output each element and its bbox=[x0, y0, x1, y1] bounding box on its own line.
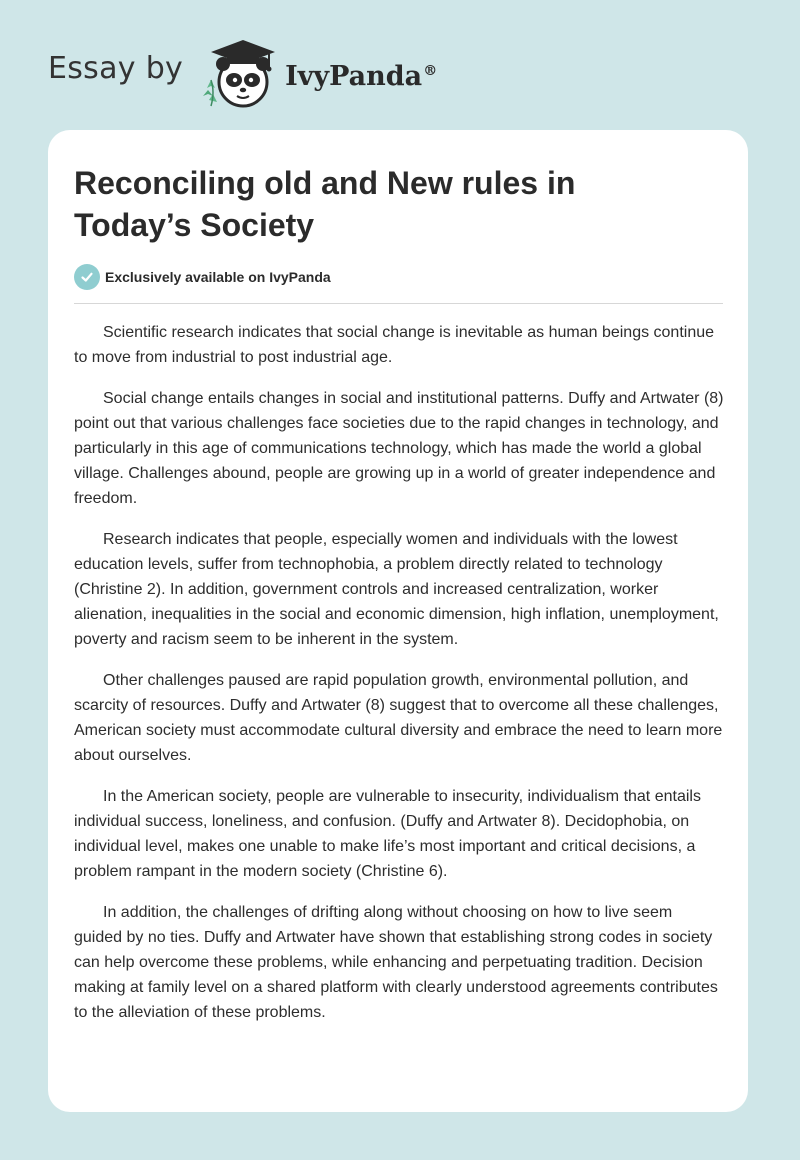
essay-by-label: Essay by bbox=[48, 50, 184, 86]
paragraph: Scientific research indicates that social change is inevitable as human beings continue to move from industrial to post industrial age. bbox=[74, 324, 715, 366]
panda-graduate-logo-icon bbox=[197, 36, 281, 112]
check-circle-icon bbox=[74, 264, 100, 290]
paragraph: Social change entails changes in social and institutional patterns. Duffy and Artwater (8) point out that various challenges face societies due to the rapid changes in technology, and particularly in this age of communications technology, which has made the world a global village. Challenges abound, people are growing up in a world of greater independence and freedom. bbox=[74, 390, 724, 507]
exclusive-badge bbox=[74, 264, 331, 290]
paragraph: In addition, the challenges of drifting along without choosing on how to live seem guided by no ties. Duffy and Artwater have shown that establishing strong codes in society can help overcome these problems, while enhancing and perpetuating tradition. Decision making at family level on a shared platform with clearly understood agreements contributes to the alleviation of these problems. bbox=[74, 904, 718, 1021]
registered-mark: ® bbox=[423, 62, 438, 79]
paragraph: Research indicates that people, especially women and individuals with the lowest education levels, suffer from technophobia, a problem directly related to technology (Christine 2). In addition, government controls and increased centralization, worker alienation, inequalities in the social and economic dimension, high inflation, unemployment, poverty and racism seem to be inherent in the system. bbox=[74, 531, 719, 648]
paragraph: In the American society, people are vulnerable to insecurity, individualism that entails individual success, loneliness, and confusion. (Duffy and Artwater 8). Decidophobia, on individual level, makes one unable to make life’s most important and critical decisions, a problem rampant in the modern society (Christine 6). bbox=[74, 788, 701, 880]
brand-header[interactable] bbox=[48, 34, 437, 114]
title-divider bbox=[74, 303, 723, 304]
exclusive-badge-label: Exclusively available on IvyPanda bbox=[105, 269, 331, 285]
paragraph: Other challenges paused are rapid population growth, environmental pollution, and scarcity of resources. Duffy and Artwater (8) suggest that to overcome all these challenges, American society must accommodate cultural diversity and embrace the need to learn more about ourselves. bbox=[74, 672, 723, 764]
brand-name: IvyPanda® bbox=[285, 60, 438, 92]
essay-body bbox=[74, 320, 724, 1041]
essay-title: Reconciling old and New rules in Today’s Society bbox=[74, 165, 576, 243]
essay-card bbox=[48, 130, 748, 1112]
